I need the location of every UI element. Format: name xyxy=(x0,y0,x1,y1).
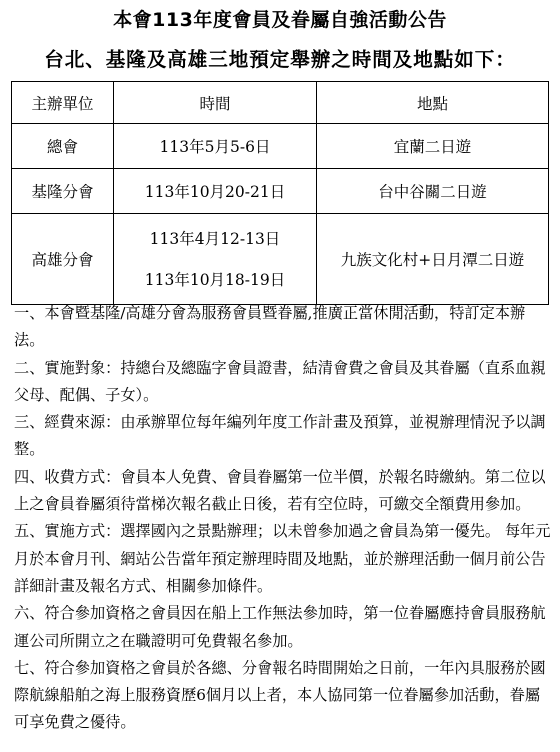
page-subtitle: 台北、基隆及高雄三地預定舉辦之時間及地點如下： xyxy=(44,48,516,71)
column-header-organizer: 主辦單位 xyxy=(12,82,114,124)
article-item: 三、經費來源：由承辦單位每年編列年度工作計畫及預算，並視辦理情況予以調整。 xyxy=(14,413,546,459)
organizer-cell: 總會 xyxy=(12,124,114,169)
table-row xyxy=(12,169,549,214)
page-title: 本會113年度會員及眷屬自強活動公告 xyxy=(113,9,447,31)
article-item: 六、符合參加資格之會員因在船上工作無法參加時，第一位眷屬應持會員服務航運公司所開立之在職證明可免費報名參加。 xyxy=(14,604,546,650)
organizer-cell: 基隆分會 xyxy=(12,169,114,214)
time-entry: 113年4月12-13日 xyxy=(149,229,281,248)
time-cell: 113年5月5-6日 xyxy=(114,124,317,169)
table-row xyxy=(12,214,549,305)
article-item: 七、符合參加資格之會員於各總、分會報名時間開始之日前，一年內具服務於國際航線船舶之海上服務資歷6個月以上者，本人協同第一位眷屬參加活動，眷屬可享免費之優待。 xyxy=(14,658,546,732)
column-header-time: 時間 xyxy=(114,82,317,124)
time-entry: 113年10月18-19日 xyxy=(144,270,286,289)
time-cell xyxy=(114,214,317,305)
table-header-row xyxy=(12,82,549,124)
article-item: 五、實施方式：選擇國內之景點辦理；以未曾參加過之會員為第一優先。 每年元月於本會月刊、網站公告當年預定辦理時間及地點，並於辦理活動一個月前公告詳細計畫及報名方式、相關參加條件。 xyxy=(14,522,551,595)
article-item: 四、收費方式：會員本人免費、會員眷屬第一位半價，於報名時繳納。第二位以上之會員眷屬須待當梯次報名截止日後，若有空位時，可繳交全額費用參加。 xyxy=(14,467,546,514)
article-item: 一、本會暨基隆/高雄分會為服務會員暨眷屬,推廣正當休閒活動，特訂定本辦法。 xyxy=(14,304,526,350)
column-header-location: 地點 xyxy=(317,82,549,124)
location-cell: 宜蘭二日遊 xyxy=(317,124,549,169)
schedule-table xyxy=(11,81,549,305)
organizer-cell: 高雄分會 xyxy=(12,214,114,305)
article-item: 二、實施對象：持總台及總臨字會員證書，結清會費之會員及其眷屬（直系血親父母、配偶、子女）。 xyxy=(14,358,546,404)
table-row xyxy=(12,124,549,169)
time-cell: 113年10月20-21日 xyxy=(114,169,317,214)
location-cell: 台中谷關二日遊 xyxy=(317,169,549,214)
location-cell: 九族文化村+日月潭二日遊 xyxy=(317,214,549,305)
article-list xyxy=(14,300,554,737)
